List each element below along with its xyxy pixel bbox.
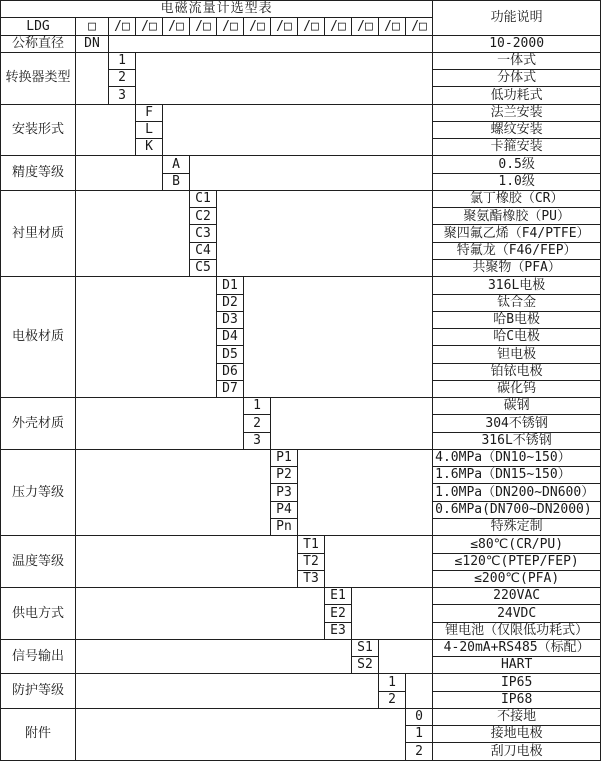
table-row (1, 156, 601, 173)
option-code-cell: D7 (217, 380, 244, 397)
option-code-cell: T1 (298, 536, 325, 553)
filler-cell (352, 588, 433, 640)
option-code-cell: P2 (271, 467, 298, 484)
option-code-cell: D5 (217, 346, 244, 363)
category-label: 附件 (1, 708, 76, 760)
function-description-cell: 1.0级 (433, 173, 601, 190)
filler-cell (217, 190, 433, 276)
option-code-cell: D6 (217, 363, 244, 380)
model-slot-cell: /□ (298, 18, 325, 35)
option-code-cell: E3 (325, 622, 352, 639)
function-description-cell: 4-20mA+RS485（标配） (433, 639, 601, 656)
function-description-cell: 哈C电极 (433, 329, 601, 346)
filler-cell (76, 52, 109, 104)
function-description-cell: 低功耗式 (433, 87, 601, 104)
option-code-cell: D3 (217, 311, 244, 328)
filler-cell (163, 104, 433, 156)
function-description-cell: 法兰安装 (433, 104, 601, 121)
function-description-cell: 不接地 (433, 708, 601, 725)
option-code-cell: S1 (352, 639, 379, 656)
function-description-cell: 碳钢 (433, 398, 601, 415)
option-code-cell: T2 (298, 553, 325, 570)
function-description-cell: 特氟龙（F46/FEP） (433, 242, 601, 259)
filler-cell (76, 156, 163, 191)
filler-cell (190, 156, 433, 191)
model-slot-cell: /□ (244, 18, 271, 35)
function-description-cell: 哈B电极 (433, 311, 601, 328)
filler-cell (76, 588, 325, 640)
function-description-cell: 共聚物（PFA） (433, 259, 601, 276)
model-slot-cell: /□ (406, 18, 433, 35)
option-code-cell: C4 (190, 242, 217, 259)
option-code-cell: S2 (352, 657, 379, 674)
model-slot-cell: /□ (379, 18, 406, 35)
function-description-cell: 220VAC (433, 588, 601, 605)
model-slot-cell: /□ (109, 18, 136, 35)
category-label: 电极材质 (1, 277, 76, 398)
filler-cell (76, 536, 298, 588)
model-slot-cell: /□ (217, 18, 244, 35)
option-code-cell: E1 (325, 588, 352, 605)
model-slot-cell: /□ (325, 18, 352, 35)
table-row (1, 190, 601, 207)
filler-cell (406, 674, 433, 709)
option-code-cell: P4 (271, 501, 298, 518)
function-description-cell: ≤120℃(PTEP/FEP) (433, 553, 601, 570)
option-code-cell: L (136, 121, 163, 138)
option-code-cell: P1 (271, 449, 298, 466)
function-description-cell: IP65 (433, 674, 601, 691)
option-code-cell: DN (76, 35, 109, 52)
filler-cell (109, 35, 433, 52)
option-code-cell: C3 (190, 225, 217, 242)
table-row (1, 449, 601, 466)
category-label: 防护等级 (1, 674, 76, 709)
model-slot-cell: /□ (136, 18, 163, 35)
option-code-cell: D1 (217, 277, 244, 294)
category-label: 信号输出 (1, 639, 76, 674)
function-description-cell: 一体式 (433, 52, 601, 69)
function-description-cell: 接地电极 (433, 726, 601, 743)
filler-cell (298, 449, 433, 535)
function-description-cell: ≤200℃(PFA) (433, 570, 601, 587)
option-code-cell: D4 (217, 329, 244, 346)
function-description-cell: ≤80℃(CR/PU) (433, 536, 601, 553)
option-code-cell: B (163, 173, 190, 190)
option-code-cell: 2 (379, 691, 406, 708)
option-code-cell: 1 (379, 674, 406, 691)
filler-cell (76, 277, 217, 398)
filler-cell (244, 277, 433, 398)
option-code-cell: 1 (244, 398, 271, 415)
function-description-cell: IP68 (433, 691, 601, 708)
category-label: 转换器类型 (1, 52, 76, 104)
model-slot-cell: /□ (271, 18, 298, 35)
option-code-cell: 2 (244, 415, 271, 432)
function-description-cell: 锂电池（仅限低功耗式） (433, 622, 601, 639)
option-code-cell: A (163, 156, 190, 173)
option-code-cell: C1 (190, 190, 217, 207)
function-description-cell: 刮刀电极 (433, 743, 601, 760)
option-code-cell: 3 (109, 87, 136, 104)
filler-cell (136, 52, 433, 104)
filler-cell (76, 639, 352, 674)
function-description-cell: 0.6MPa(DN700~DN2000) (433, 501, 601, 518)
function-description-cell: 0.5级 (433, 156, 601, 173)
function-description-cell: 聚氨酯橡胶（PU） (433, 208, 601, 225)
model-slot-cell: /□ (190, 18, 217, 35)
function-description-cell: 卡箍安装 (433, 139, 601, 156)
model-prefix: LDG (1, 18, 76, 35)
filler-cell (76, 708, 406, 760)
table-title: 电磁流量计选型表 (1, 1, 433, 18)
filler-cell (325, 536, 433, 588)
function-description-cell: 304不锈钢 (433, 415, 601, 432)
category-label: 外壳材质 (1, 398, 76, 450)
table-row (1, 104, 601, 121)
function-description-cell: 316L电极 (433, 277, 601, 294)
filler-cell (76, 398, 244, 450)
function-description-cell: 316L不锈钢 (433, 432, 601, 449)
option-code-cell: T3 (298, 570, 325, 587)
category-label: 安装形式 (1, 104, 76, 156)
table-row (1, 277, 601, 294)
option-code-cell: P3 (271, 484, 298, 501)
model-first-box: □ (76, 18, 109, 35)
model-slot-cell: /□ (352, 18, 379, 35)
function-description-cell: 氯丁橡胶（CR） (433, 190, 601, 207)
option-code-cell: Pn (271, 518, 298, 535)
model-slot-cell: /□ (163, 18, 190, 35)
option-code-cell: K (136, 139, 163, 156)
table-row (1, 536, 601, 553)
function-description-cell: 碳化钨 (433, 380, 601, 397)
function-description-cell: 钛合金 (433, 294, 601, 311)
category-label: 温度等级 (1, 536, 76, 588)
filler-cell (76, 449, 271, 535)
option-code-cell: 1 (109, 52, 136, 69)
category-label: 压力等级 (1, 449, 76, 535)
function-description-cell: 钽电极 (433, 346, 601, 363)
option-code-cell: C5 (190, 259, 217, 276)
option-code-cell: 2 (109, 70, 136, 87)
table-row (1, 674, 601, 691)
function-description-cell: 聚四氟乙烯（F4/PTFE） (433, 225, 601, 242)
option-code-cell: C2 (190, 208, 217, 225)
table-row (1, 35, 601, 52)
table-row (1, 398, 601, 415)
category-label: 供电方式 (1, 588, 76, 640)
function-description-header: 功能说明 (433, 1, 601, 36)
option-code-cell: 0 (406, 708, 433, 725)
category-label: 衬里材质 (1, 190, 76, 276)
filler-cell (379, 639, 433, 674)
table-row (1, 588, 601, 605)
function-description-cell: HART (433, 657, 601, 674)
table-row (1, 52, 601, 69)
function-description-cell: 特殊定制 (433, 518, 601, 535)
function-description-cell: 分体式 (433, 70, 601, 87)
option-code-cell: E2 (325, 605, 352, 622)
option-code-cell: F (136, 104, 163, 121)
filler-cell (76, 674, 379, 709)
filler-cell (271, 398, 433, 450)
function-description-cell: 10-2000 (433, 35, 601, 52)
function-description-cell: 1.6MPa（DN15~150） (433, 467, 601, 484)
option-code-cell: 2 (406, 743, 433, 760)
function-description-cell: 4.0MPa（DN10~150） (433, 449, 601, 466)
option-code-cell: D2 (217, 294, 244, 311)
function-description-cell: 24VDC (433, 605, 601, 622)
title-row (1, 1, 601, 18)
table-row (1, 708, 601, 725)
category-label: 精度等级 (1, 156, 76, 191)
category-label: 公称直径 (1, 35, 76, 52)
option-code-cell: 3 (244, 432, 271, 449)
filler-cell (76, 104, 136, 156)
option-code-cell: 1 (406, 726, 433, 743)
filler-cell (76, 190, 190, 276)
function-description-cell: 1.0MPa（DN200~DN600） (433, 484, 601, 501)
function-description-cell: 螺纹安装 (433, 121, 601, 138)
table-row (1, 639, 601, 656)
function-description-cell: 铂铱电极 (433, 363, 601, 380)
